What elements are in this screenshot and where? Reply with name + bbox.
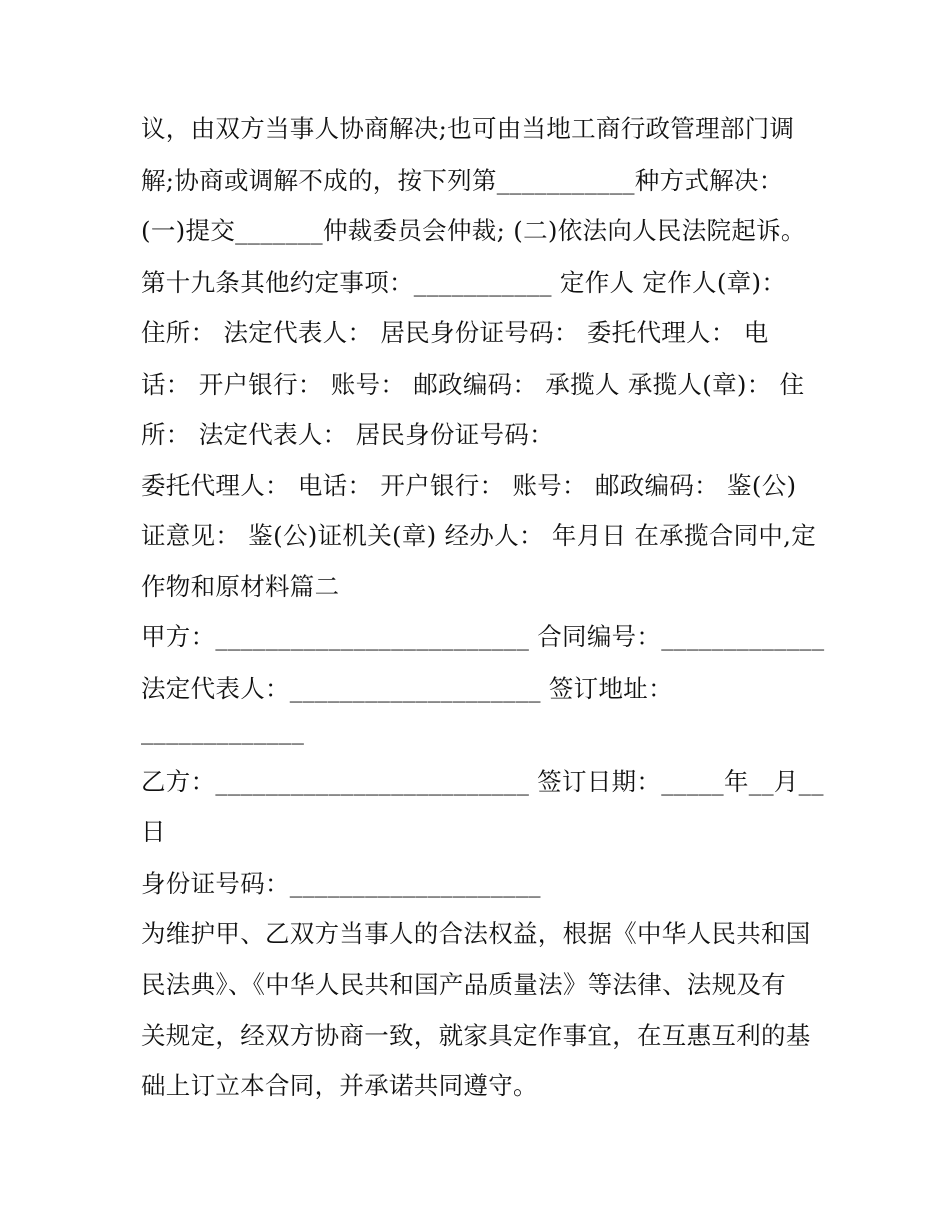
text-line: 乙方：_________________________ 签订日期：_____年__月__ (141, 767, 824, 796)
text-line: 甲方：_________________________ 合同编号：_____________ (141, 622, 825, 651)
text-line: 议，由双方当事人协商解决;也可由当地工商行政管理部门调 (141, 114, 795, 143)
text-line: 解;协商或调解不成的，按下列第___________种方式解决： (141, 166, 784, 195)
text-line: 民法典》、《中华人民共和国产品质量法》等法律、法规及有 (141, 970, 787, 999)
text-line: 日 (141, 817, 166, 846)
text-line: 住所： 法定代表人： 居民身份证号码： 委托代理人： 电 (141, 318, 769, 347)
text-line: _____________ (141, 716, 305, 745)
text-line: 委托代理人： 电话： 开户银行： 账号： 邮政编码： 鉴(公) (141, 471, 797, 500)
text-line: 第十九条其他约定事项：___________ 定作人 定作人(章)： (141, 268, 787, 297)
text-line: 身份证号码：____________________ (141, 869, 541, 898)
text-line: 所： 法定代表人： 居民身份证号码： (141, 420, 554, 449)
text-line: 为维护甲、乙双方当事人的合法权益，根据《中华人民共和国 (141, 919, 811, 948)
text-line: 法定代表人：____________________ 签订地址： (141, 674, 673, 703)
text-line: 础上订立本合同，并承诺共同遵守。 (141, 1071, 538, 1100)
text-line: 关规定，经双方协商一致，就家具定作事宜，在互惠互利的基 (141, 1021, 811, 1050)
text-line: (一)提交_______仲裁委员会仲裁; (二)依法向人民法院起诉。 (141, 216, 806, 245)
text-line: 话： 开户银行： 账号： 邮政编码： 承揽人 承揽人(章)： 住 (141, 370, 805, 399)
text-line: 作物和原材料篇二 (141, 572, 340, 601)
text-line: 证意见： 鉴(公)证机关(章) 经办人： 年月日 在承揽合同中,定 (141, 521, 817, 550)
